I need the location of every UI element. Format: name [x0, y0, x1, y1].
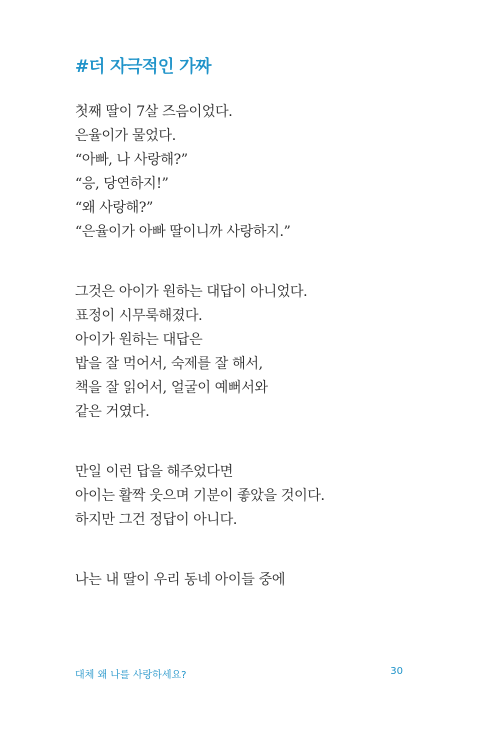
text-line: 그것은 아이가 원하는 대답이 아니었다.	[75, 284, 308, 300]
running-title: 대체 왜 나를 사랑하세요?	[75, 670, 187, 681]
text-line: “왜 사랑해?”	[75, 200, 153, 216]
text-line: 첫째 딸이 7살 즈음이었다.	[75, 104, 233, 120]
text-line: 은율이가 물었다.	[75, 128, 176, 144]
paragraph-1	[75, 100, 455, 244]
text-line: 아이는 활짝 웃으며 기분이 좋았을 것이다.	[75, 488, 325, 504]
text-line: 표정이 시무룩해졌다.	[75, 308, 203, 324]
text-line: 같은 거였다.	[75, 404, 150, 420]
text-line: 아이가 원하는 대답은	[75, 332, 203, 348]
text-line: 하지만 그건 정답이 아니다.	[75, 512, 238, 528]
paragraph-3	[75, 460, 455, 532]
paragraph-2	[75, 280, 455, 424]
text-line: “은율이가 아빠 딸이니까 사랑하지.”	[75, 224, 291, 240]
text-line: 책을 잘 읽어서, 얼굴이 예뻐서와	[75, 380, 268, 396]
text-line: 밥을 잘 먹어서, 숙제를 잘 해서,	[75, 356, 263, 372]
page-footer	[75, 666, 403, 681]
text-line: 만일 이런 답을 해주었다면	[75, 464, 233, 480]
page-number: 30	[390, 666, 403, 677]
section-heading: #더 자극적인 가짜	[75, 57, 212, 77]
paragraph-4	[75, 568, 455, 592]
text-line: “응, 당연하지!”	[75, 176, 169, 192]
text-line: “아빠, 나 사랑해?”	[75, 152, 188, 168]
body-text	[75, 100, 455, 592]
text-line: 나는 내 딸이 우리 동네 아이들 중에	[75, 572, 286, 588]
